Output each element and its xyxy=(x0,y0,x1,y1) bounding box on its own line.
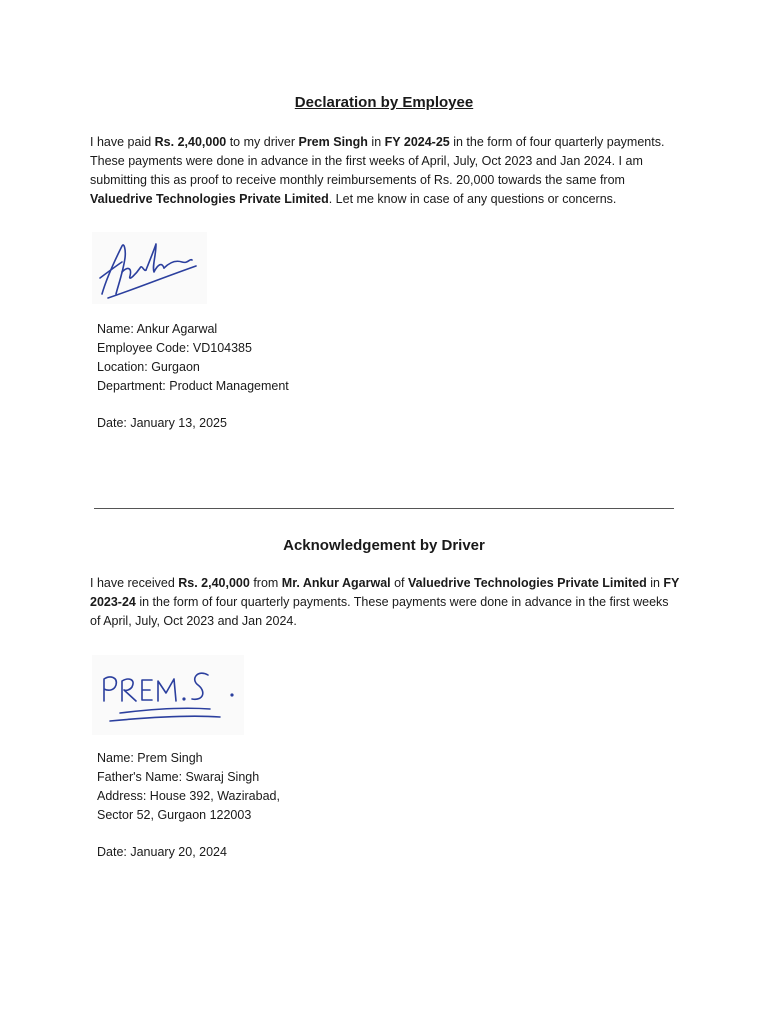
employee-department: Department: Product Management xyxy=(97,379,289,393)
text-run: in the form of four quarterly payments. These payments were done in advance in the first weeks of April, July, Oct 2023 and Jan 2024. xyxy=(90,595,669,628)
employee-code: Employee Code: VD104385 xyxy=(97,341,252,355)
text-run: to my driver xyxy=(226,135,299,149)
employee-location: Location: Gurgaon xyxy=(97,360,200,374)
employee-declaration-title: Declaration by Employee xyxy=(294,94,474,111)
bold-text-run: Prem Singh xyxy=(298,135,368,149)
driver-address-line-1: Address: House 392, Wazirabad, xyxy=(97,789,280,803)
text-run: from xyxy=(249,576,282,590)
bold-text-run: Rs. 2,40,000 xyxy=(178,576,250,590)
bold-text-run: Rs. 2,40,000 xyxy=(154,135,227,149)
bold-text-run: Mr. Ankur Agarwal xyxy=(281,576,391,590)
text-run: in xyxy=(367,135,385,149)
text-run: I have received xyxy=(90,576,179,590)
driver-address-line-2: Sector 52, Gurgaon 122003 xyxy=(97,808,252,822)
text-run: of xyxy=(390,576,408,590)
section-divider xyxy=(94,508,674,509)
text-run: . Let me know in case of any questions or concerns. xyxy=(328,192,617,206)
driver-father-name: Father's Name: Swaraj Singh xyxy=(97,770,260,784)
bold-text-run: Valuedrive Technologies Private Limited xyxy=(408,576,647,590)
driver-details xyxy=(97,749,280,825)
driver-date: Date: January 20, 2024 xyxy=(97,845,227,859)
driver-signature xyxy=(92,655,244,735)
text-run: I have paid xyxy=(90,135,155,149)
employee-name: Name: Ankur Agarwal xyxy=(97,322,218,336)
driver-name: Name: Prem Singh xyxy=(97,751,203,765)
bold-text-run: Valuedrive Technologies Private Limited xyxy=(90,192,329,206)
employee-details xyxy=(97,320,289,396)
text-run: in the form of four quarterly payments. These payments were done in advance in the first weeks of April, July, Oct 2023 and Jan 2024. I am submitting this as proof to receive monthly reimbursements of Rs. 20,000 towards the same from xyxy=(90,135,665,187)
bold-text-run: FY 2023-24 xyxy=(90,576,680,609)
driver-acknowledgement-title: Acknowledgement by Driver xyxy=(283,537,485,554)
text-run: in xyxy=(646,576,664,590)
employee-signature xyxy=(92,232,207,304)
bold-text-run: FY 2024-25 xyxy=(384,135,450,149)
employee-declaration-paragraph xyxy=(90,133,680,209)
employee-date: Date: January 13, 2025 xyxy=(97,416,227,430)
driver-acknowledgement-paragraph xyxy=(90,574,680,631)
